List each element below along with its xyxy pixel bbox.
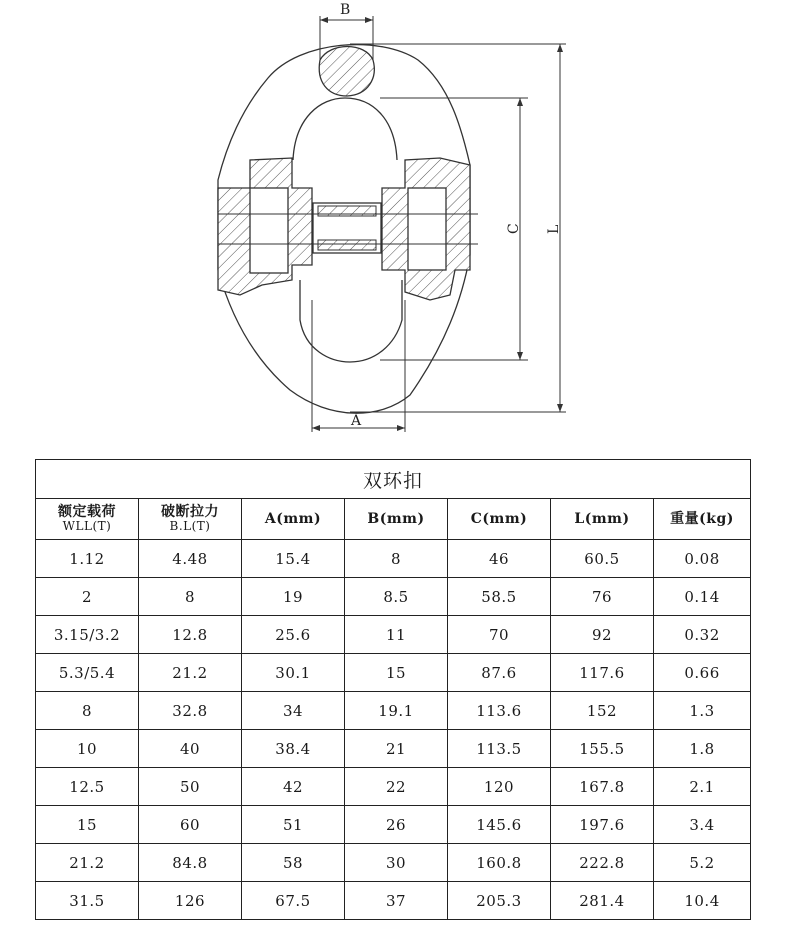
table-cell: 0.14 — [654, 578, 751, 616]
spec-table — [35, 459, 751, 920]
table-cell: 30 — [345, 844, 448, 882]
table-row — [36, 844, 751, 882]
table-cell: 1.3 — [654, 692, 751, 730]
table-cell: 8.5 — [345, 578, 448, 616]
table-cell: 120 — [448, 768, 551, 806]
table-cell: 30.1 — [242, 654, 345, 692]
table-cell: 40 — [139, 730, 242, 768]
column-header — [345, 499, 448, 540]
table-cell: 12.5 — [36, 768, 139, 806]
table-body — [36, 540, 751, 920]
table-row — [36, 654, 751, 692]
table-cell: 281.4 — [551, 882, 654, 920]
dim-label-l: L — [546, 224, 562, 234]
dim-label-c: C — [506, 223, 522, 234]
column-header-label: B(mm) — [367, 511, 425, 527]
table-cell: 22 — [345, 768, 448, 806]
table-cell: 0.66 — [654, 654, 751, 692]
table-cell: 8 — [345, 540, 448, 578]
table-cell: 11 — [345, 616, 448, 654]
table-cell: 117.6 — [551, 654, 654, 692]
column-header-label: L(mm) — [574, 511, 630, 527]
table-cell: 2 — [36, 578, 139, 616]
table-cell: 160.8 — [448, 844, 551, 882]
table-cell: 92 — [551, 616, 654, 654]
table-cell: 2.1 — [654, 768, 751, 806]
table-row — [36, 578, 751, 616]
column-header — [36, 499, 139, 540]
column-header — [654, 499, 751, 540]
table-cell: 50 — [139, 768, 242, 806]
table-cell: 126 — [139, 882, 242, 920]
column-header-unit: B.L(T) — [169, 519, 211, 533]
table-row — [36, 616, 751, 654]
table-cell: 19.1 — [345, 692, 448, 730]
column-header-unit: WLL(T) — [62, 519, 112, 533]
table-cell: 70 — [448, 616, 551, 654]
table-title: 双环扣 — [36, 460, 751, 499]
table-cell: 46 — [448, 540, 551, 578]
table-cell: 152 — [551, 692, 654, 730]
table-cell: 12.8 — [139, 616, 242, 654]
table-cell: 10.4 — [654, 882, 751, 920]
header-row — [36, 499, 751, 540]
table-cell: 3.4 — [654, 806, 751, 844]
table-cell: 222.8 — [551, 844, 654, 882]
table-cell: 31.5 — [36, 882, 139, 920]
table-cell: 113.6 — [448, 692, 551, 730]
table-row — [36, 768, 751, 806]
table-cell: 1.8 — [654, 730, 751, 768]
column-header-label: 重量(kg) — [670, 511, 734, 527]
table-cell: 60 — [139, 806, 242, 844]
table-cell: 205.3 — [448, 882, 551, 920]
table-cell: 87.6 — [448, 654, 551, 692]
center-pin-sleeve-bottom — [318, 240, 376, 250]
table-cell: 15 — [345, 654, 448, 692]
table-cell: 21.2 — [36, 844, 139, 882]
table-cell: 26 — [345, 806, 448, 844]
table-row — [36, 882, 751, 920]
table-cell: 25.6 — [242, 616, 345, 654]
table-cell: 38.4 — [242, 730, 345, 768]
table-cell: 58.5 — [448, 578, 551, 616]
table-cell: 197.6 — [551, 806, 654, 844]
column-header — [448, 499, 551, 540]
table-cell: 21.2 — [139, 654, 242, 692]
table-cell: 32.8 — [139, 692, 242, 730]
upper-opening — [293, 98, 397, 160]
table-cell: 8 — [139, 578, 242, 616]
table-cell: 84.8 — [139, 844, 242, 882]
dim-label-a: A — [351, 413, 362, 429]
table-cell: 5.2 — [654, 844, 751, 882]
column-header-label: 破断拉力 — [161, 504, 219, 520]
table-cell: 34 — [242, 692, 345, 730]
table-cell: 8 — [36, 692, 139, 730]
table-cell: 76 — [551, 578, 654, 616]
table-row — [36, 540, 751, 578]
table-cell: 19 — [242, 578, 345, 616]
table-row — [36, 692, 751, 730]
table-cell: 21 — [345, 730, 448, 768]
dim-label-b: B — [340, 2, 351, 18]
column-header-label: 额定载荷 — [58, 504, 116, 520]
table-cell: 51 — [242, 806, 345, 844]
table-cell: 10 — [36, 730, 139, 768]
coupling-link-drawing — [0, 0, 800, 445]
top-bar-section — [319, 47, 374, 97]
column-header-label: C(mm) — [470, 511, 528, 527]
table-cell: 167.8 — [551, 768, 654, 806]
table-cell: 155.5 — [551, 730, 654, 768]
right-pin-pocket — [408, 188, 446, 270]
table-cell: 15 — [36, 806, 139, 844]
table-row — [36, 730, 751, 768]
table-cell: 58 — [242, 844, 345, 882]
table-cell: 15.4 — [242, 540, 345, 578]
table-cell: 113.5 — [448, 730, 551, 768]
table-cell: 37 — [345, 882, 448, 920]
lower-opening — [300, 280, 402, 362]
table-cell: 1.12 — [36, 540, 139, 578]
table-cell: 67.5 — [242, 882, 345, 920]
table-cell: 0.08 — [654, 540, 751, 578]
table-cell: 3.15/3.2 — [36, 616, 139, 654]
column-header — [551, 499, 654, 540]
table-cell: 60.5 — [551, 540, 654, 578]
table-cell: 0.32 — [654, 616, 751, 654]
column-header-label: A(mm) — [264, 511, 322, 527]
table-cell: 5.3/5.4 — [36, 654, 139, 692]
table-cell: 4.48 — [139, 540, 242, 578]
column-header — [139, 499, 242, 540]
left-pin-pocket — [250, 188, 288, 273]
column-header — [242, 499, 345, 540]
table-row — [36, 806, 751, 844]
table-cell: 42 — [242, 768, 345, 806]
table-cell: 145.6 — [448, 806, 551, 844]
